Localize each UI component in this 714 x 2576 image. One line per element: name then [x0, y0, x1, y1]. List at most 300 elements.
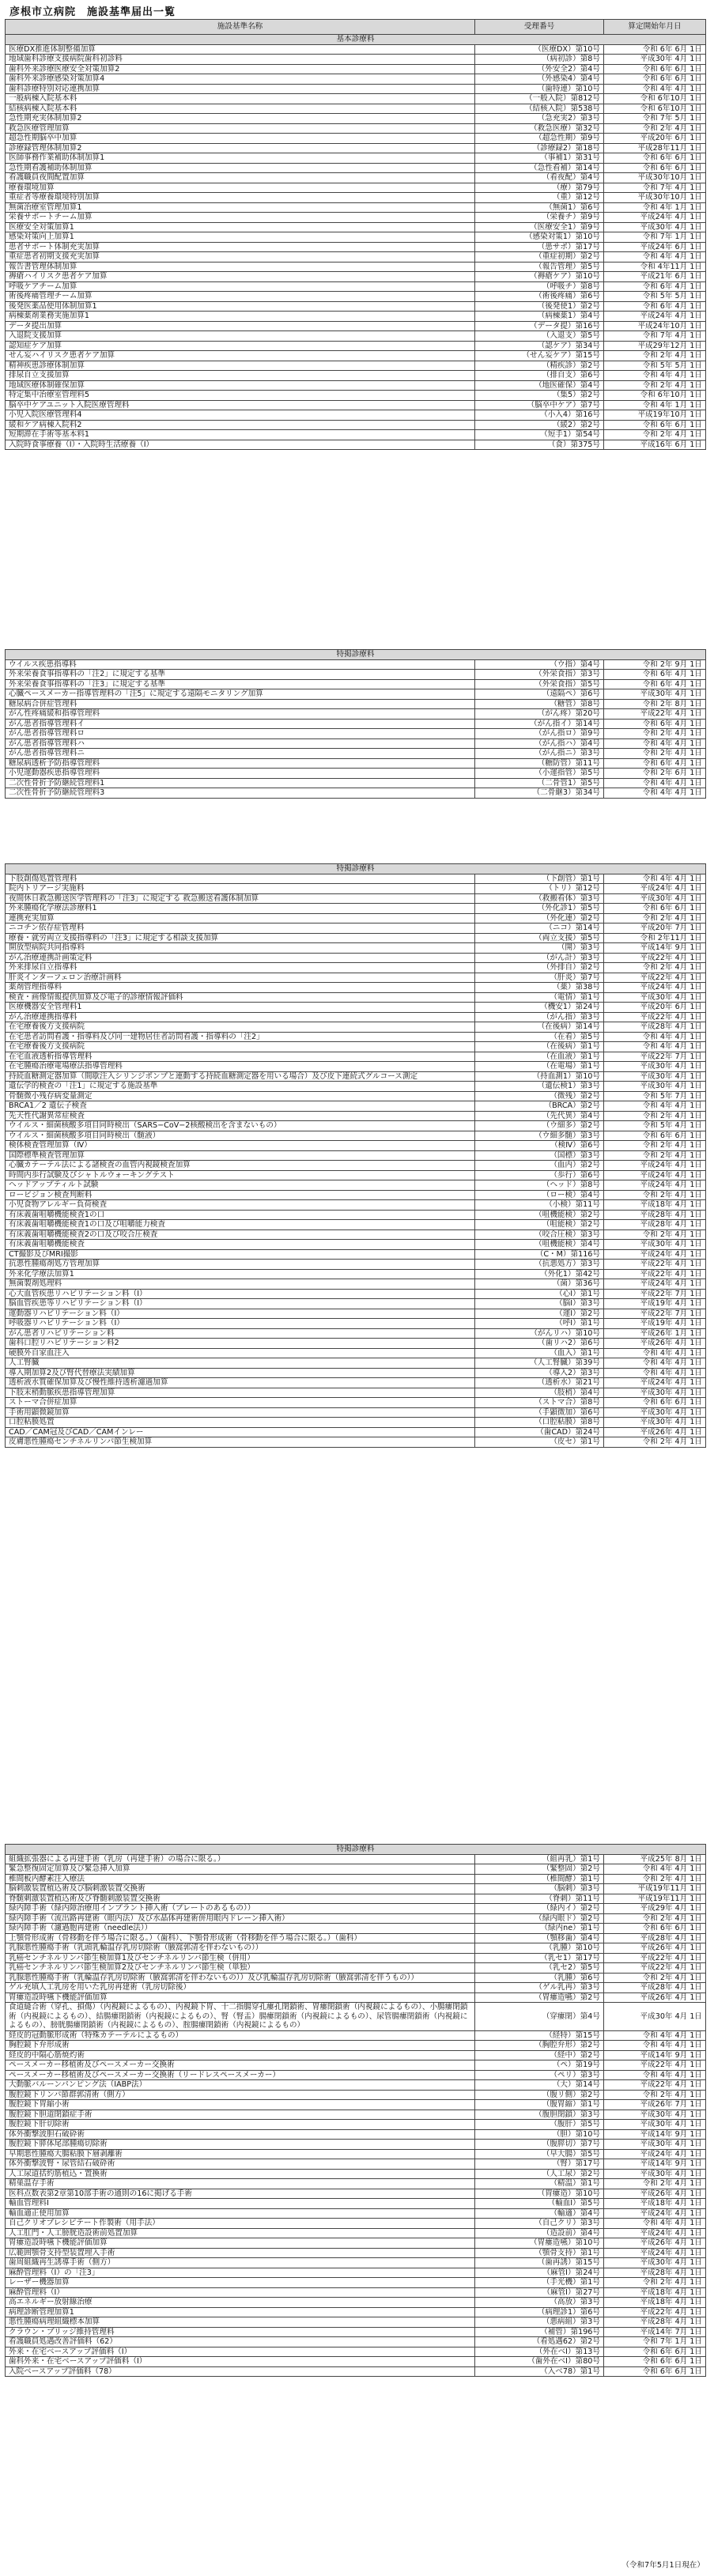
- start-date-cell: 平成14年 7月 1日: [604, 2327, 706, 2337]
- table-row: [6, 312, 706, 322]
- table-row: [6, 1378, 706, 1388]
- standard-name-cell: ヘッドアップティルト試験: [6, 1180, 475, 1191]
- start-date-cell: 令和 2年 4月 1日: [604, 1190, 706, 1200]
- receipt-number-cell: （透析水）第21号: [475, 1378, 604, 1388]
- standard-name-cell: 大動脈バルーンパンピング法（IABP法）: [6, 2080, 475, 2091]
- receipt-number-cell: （経中）第2号: [475, 2050, 604, 2060]
- standard-name-cell: 外来排尿自立指導料: [6, 963, 475, 973]
- start-date-cell: 令和 7年 4月 1日: [604, 331, 706, 342]
- start-date-cell: 令和 6年10月 1日: [604, 94, 706, 104]
- table-row: [6, 2080, 706, 2091]
- receipt-number-cell: （電情）第1号: [475, 992, 604, 1003]
- table-row: [6, 1180, 706, 1191]
- start-date-cell: 令和 6年 4月 1日: [604, 719, 706, 729]
- table-row: [6, 2307, 706, 2317]
- start-date-cell: 平成26年 4月 1日: [604, 2189, 706, 2199]
- standard-name-cell: 診療録管理体制加算2: [6, 143, 475, 153]
- standard-name-cell: 高エネルギー放射線治療: [6, 2298, 475, 2308]
- table-row: [6, 281, 706, 292]
- start-date-cell: 令和 2年 4月 1日: [604, 1973, 706, 1983]
- table-row: [6, 758, 706, 769]
- start-date-cell: 平成24年 4月 1日: [604, 2208, 706, 2219]
- standard-name-cell: 患者サポート体制充実加算: [6, 242, 475, 252]
- table-row: [6, 1289, 706, 1299]
- standard-name-cell: 早期悪性腫瘍大腸粘膜下層剥離術: [6, 2149, 475, 2159]
- table-row: [6, 2366, 706, 2377]
- table-row: [6, 1121, 706, 1131]
- receipt-number-cell: （C・M）第116号: [475, 1249, 604, 1260]
- start-date-cell: 令和 7年 4月 1日: [604, 183, 706, 193]
- table-row: [6, 699, 706, 709]
- section-body: [6, 864, 706, 1448]
- receipt-number-cell: （重）第12号: [475, 193, 604, 203]
- table-row: [6, 913, 706, 924]
- standard-name-cell: 緑内障手術（流出路再建術（眼内法）及び水晶体再建術併用眼内ドレーン挿入術）: [6, 1913, 475, 1924]
- table-row: [6, 173, 706, 183]
- start-date-cell: 令和 6年 4月 1日: [604, 281, 706, 292]
- receipt-number-cell: （歯再誘）第15号: [475, 2258, 604, 2268]
- standard-name-cell: 悪性腫瘍病理組織標本加算: [6, 2317, 475, 2328]
- start-date-cell: 令和 2年 4月 1日: [604, 1141, 706, 1151]
- receipt-number-cell: （微残）第2号: [475, 1091, 604, 1101]
- receipt-number-cell: （持血測1）第10号: [475, 1071, 604, 1082]
- standard-name-cell: レーザー機器加算: [6, 2278, 475, 2288]
- receipt-number-cell: （感染対策1）第10号: [475, 232, 604, 243]
- start-date-cell: 令和 4年 4月 1日: [604, 1348, 706, 1358]
- table-row: [6, 670, 706, 680]
- receipt-number-cell: （認ケア）第34号: [475, 341, 604, 351]
- table-row: [6, 2317, 706, 2328]
- receipt-number-cell: （腎）第17号: [475, 2159, 604, 2170]
- receipt-number-cell: （肢梢）第4号: [475, 1388, 604, 1398]
- receipt-number-cell: （椎間酵）第1号: [475, 1874, 604, 1884]
- standard-name-cell: がん性疼痛緩和指導管理料: [6, 709, 475, 720]
- standard-name-cell: 体外衝撃波腎・尿管結石破砕術: [6, 2159, 475, 2170]
- receipt-number-cell: （診療録2）第18号: [475, 143, 604, 153]
- start-date-cell: 平成24年 4月 1日: [604, 312, 706, 322]
- receipt-number-cell: （超急性期）第9号: [475, 134, 604, 144]
- standard-name-cell: 歯科外来・在宅ベースアップ評価料（Ⅰ）: [6, 2357, 475, 2367]
- section-body: [6, 35, 706, 450]
- receipt-number-cell: （短手1）第54号: [475, 430, 604, 440]
- receipt-number-cell: （がんリハ）第10号: [475, 1328, 604, 1339]
- table-row: [6, 1091, 706, 1101]
- receipt-number-cell: （ロー検）第4号: [475, 1190, 604, 1200]
- receipt-number-cell: （緑内ne）第1号: [475, 1924, 604, 1934]
- start-date-cell: 令和 5年 5月 1日: [604, 292, 706, 302]
- standard-name-cell: ストーマ合併症加算: [6, 1398, 475, 1408]
- receipt-number-cell: （両立支援）第5号: [475, 933, 604, 943]
- receipt-number-cell: （麻管Ⅰ）第27号: [475, 2287, 604, 2298]
- receipt-number-cell: （栄養チ）第9号: [475, 213, 604, 223]
- receipt-number-cell: （血内）第2号: [475, 1161, 604, 1171]
- receipt-number-cell: （外在ベⅠ）第13号: [475, 2347, 604, 2357]
- receipt-number-cell: （腹肝）第5号: [475, 2120, 604, 2130]
- start-date-cell: 令和 2年11月 1日: [604, 933, 706, 943]
- receipt-number-cell: （外栄食指）第3号: [475, 670, 604, 680]
- receipt-number-cell: （一般入院）第812号: [475, 94, 604, 104]
- receipt-number-cell: （地医確保）第4号: [475, 380, 604, 391]
- start-date-cell: 平成22年 7月 1日: [604, 1309, 706, 1319]
- standard-name-cell: 歯周組織再生誘導手術（側方）: [6, 2258, 475, 2268]
- receipt-number-cell: （データ提）第16号: [475, 321, 604, 331]
- table-row: [6, 351, 706, 361]
- receipt-number-cell: （脳Ⅰ）第3号: [475, 1299, 604, 1309]
- start-date-cell: 令和 6年 6月 1日: [604, 44, 706, 55]
- standard-name-cell: 歯科外来診療感染対策加算4: [6, 74, 475, 85]
- start-date-cell: 平成24年 4月 1日: [604, 1170, 706, 1180]
- table-row: [6, 430, 706, 440]
- standard-name-cell: 救急医療管理加算: [6, 123, 475, 134]
- table-row: [6, 2347, 706, 2357]
- receipt-number-cell: （排自支）第6号: [475, 371, 604, 381]
- table-row: [6, 232, 706, 243]
- start-date-cell: 令和 5年 5月 1日: [604, 361, 706, 371]
- table-row: [6, 1071, 706, 1082]
- table-row: [6, 1407, 706, 1418]
- table-row: [6, 1418, 706, 1428]
- table-row: [6, 1963, 706, 1974]
- receipt-number-cell: （急充実2）第3号: [475, 114, 604, 124]
- start-date-cell: 令和 6年 6月 1日: [604, 74, 706, 85]
- table-row: [6, 709, 706, 720]
- receipt-number-cell: （麻管Ⅰ）第24号: [475, 2268, 604, 2278]
- start-date-cell: 令和 2年 4月 1日: [604, 1111, 706, 1121]
- standard-name-cell: 無菌治療室管理加算1: [6, 202, 475, 213]
- standard-name-cell: 広範囲顎骨支持型装置埋入手術: [6, 2248, 475, 2258]
- standard-name-cell: 心大血管疾患リハビリテーション料（Ⅰ）: [6, 1289, 475, 1299]
- start-date-cell: 令和 4年 4月 1日: [604, 2030, 706, 2041]
- table-row: [6, 331, 706, 342]
- start-date-cell: 令和 5年 7月 1日: [604, 1091, 706, 1101]
- standard-name-cell: 医師事務作業補助体制加算1: [6, 153, 475, 164]
- receipt-number-cell: （術後疼痛）第6号: [475, 292, 604, 302]
- standard-name-cell: 小児運動器疾患指導管理料: [6, 769, 475, 779]
- receipt-number-cell: （がん指）第3号: [475, 1012, 604, 1022]
- standard-name-cell: 短期滞在手術等基本料1: [6, 430, 475, 440]
- standard-name-cell: 食道縫合術（穿孔、損傷）（内視鏡によるもの）、内視鏡下胃、十二指腸穿孔瘻孔閉鎖術、胃瘻閉鎖術（内視鏡によるもの）、小腸瘻閉鎖術（内視鏡によるもの）、結腸瘻閉鎖術（内視鏡によるもの）、腎（腎盂）腸瘻閉鎖術（内視鏡によるもの）、尿管腸瘻閉鎖術（内視鏡によるもの）、膀胱腸瘻閉鎖術（内視鏡によるもの）、腟腸瘻閉鎖術（内視鏡によるもの）: [6, 2003, 475, 2031]
- table-row: [6, 2327, 706, 2337]
- standard-name-cell: 看護職員夜間配置加算: [6, 173, 475, 183]
- receipt-number-cell: （検Ⅳ）第6号: [475, 1141, 604, 1151]
- receipt-number-cell: （患サポ）第17号: [475, 242, 604, 252]
- table-row: [6, 64, 706, 74]
- start-date-cell: 平成22年 4月 1日: [604, 1963, 706, 1974]
- start-date-cell: 令和 4年 4月 1日: [604, 778, 706, 788]
- start-date-cell: 令和 4年 4月 1日: [604, 1101, 706, 1112]
- standard-name-cell: 外来腫瘍化学療法診療料1: [6, 904, 475, 914]
- receipt-number-cell: （遺伝検1）第3号: [475, 1082, 604, 1092]
- start-date-cell: 平成22年 4月 1日: [604, 1269, 706, 1279]
- table-row: [6, 1427, 706, 1437]
- table-row: [6, 1388, 706, 1398]
- table-row: [6, 2169, 706, 2179]
- table-row: [6, 153, 706, 164]
- receipt-number-cell: （下創管）第1号: [475, 874, 604, 884]
- standard-name-cell: 検体検査管理加算（Ⅳ）: [6, 1141, 475, 1151]
- start-date-cell: 平成28年 4月 1日: [604, 2317, 706, 2328]
- receipt-number-cell: （救搬看体）第3号: [475, 893, 604, 904]
- standard-name-cell: 腹腔鏡下胆道閉鎖症手術: [6, 2110, 475, 2120]
- receipt-number-cell: （緑内眼ド）第2号: [475, 1913, 604, 1924]
- receipt-number-cell: （運Ⅰ）第2号: [475, 1309, 604, 1319]
- standard-name-cell: 医科点数表第2章第10部手術の通則の16に掲げる手術: [6, 2189, 475, 2199]
- table-row: [6, 1220, 706, 1230]
- start-date-cell: 令和 6年 6月 1日: [604, 904, 706, 914]
- receipt-number-cell: （導入2）第3号: [475, 1368, 604, 1378]
- receipt-number-cell: （在電場）第1号: [475, 1062, 604, 1072]
- table-row: [6, 272, 706, 282]
- table-row: [6, 1229, 706, 1240]
- start-date-cell: 令和 4年 4月 1日: [604, 738, 706, 749]
- start-date-cell: 令和 4年 4月 1日: [604, 788, 706, 799]
- receipt-number-cell: （がん計）第3号: [475, 953, 604, 963]
- section-label: 特掲診療料: [6, 864, 706, 874]
- start-date-cell: 令和 6年 4月 1日: [604, 758, 706, 769]
- standard-name-cell: 外来栄養食事指導料の「注2」に規定する基準: [6, 670, 475, 680]
- start-date-cell: 平成30年 4月 1日: [604, 1240, 706, 1250]
- standard-name-cell: 入退院支援加算: [6, 331, 475, 342]
- start-date-cell: 平成30年 4月 1日: [604, 55, 706, 65]
- receipt-number-cell: （脊刺）第11号: [475, 1894, 604, 1904]
- standard-name-cell: 脳刺激装置植込術及び脳刺激装置交換術: [6, 1884, 475, 1894]
- start-date-cell: 平成26年 4月 1日: [604, 1943, 706, 1954]
- receipt-number-cell: （報告管理）第5号: [475, 262, 604, 272]
- receipt-number-cell: （せん妄ケア）第15号: [475, 351, 604, 361]
- receipt-number-cell: （病初診）第8号: [475, 55, 604, 65]
- start-date-cell: 平成30年 4月 1日: [604, 1388, 706, 1398]
- start-date-cell: 令和 4年 4月 1日: [604, 1032, 706, 1042]
- facility-standards-table-special-1: [5, 649, 706, 799]
- table-row: [6, 1358, 706, 1369]
- start-date-cell: 平成28年 4月 1日: [604, 1983, 706, 1993]
- standard-name-cell: 心臓カテーテル法による諸検査の血管内視鏡検査加算: [6, 1161, 475, 1171]
- standard-name-cell: 胃瘻造設時嚥下機能評価加算: [6, 2238, 475, 2249]
- table-row: [6, 2287, 706, 2298]
- standard-name-cell: 療養環境加算: [6, 183, 475, 193]
- table-row: [6, 252, 706, 263]
- table-row: [6, 1279, 706, 1290]
- standard-name-cell: ウイルス・細菌核酸多項目同時検出（髄液）: [6, 1131, 475, 1141]
- start-date-cell: 平成30年 4月 1日: [604, 1071, 706, 1082]
- standard-name-cell: 小児食物アレルギー負荷検査: [6, 1200, 475, 1211]
- start-date-cell: 令和 6年 6月 1日: [604, 2366, 706, 2377]
- start-date-cell: 平成24年 4月 1日: [604, 1378, 706, 1388]
- table-row: [6, 301, 706, 312]
- start-date-cell: 平成24年 4月 1日: [604, 1180, 706, 1191]
- table-row: [6, 884, 706, 894]
- receipt-number-cell: （菌）第36号: [475, 1279, 604, 1290]
- standard-name-cell: 医療安全対策加算1: [6, 222, 475, 232]
- table-row: [6, 1368, 706, 1378]
- table-row: [6, 2050, 706, 2060]
- standard-name-cell: 持続血糖測定器加算（間歇注入シリンジポンプと連動する持続血糖測定器を用いる場合）及び皮下連続式グルコース測定: [6, 1071, 475, 1082]
- receipt-number-cell: （急性看補）第14号: [475, 163, 604, 173]
- receipt-number-cell: （褥瘡ケア）第10号: [475, 272, 604, 282]
- standard-name-cell: 硬膜外自家血注入: [6, 1348, 475, 1358]
- standard-name-cell: 人工尿道括約筋植込・置換術: [6, 2169, 475, 2179]
- section-body: [6, 650, 706, 799]
- start-date-cell: 平成19年 4月 1日: [604, 1319, 706, 1329]
- section-header-row: [6, 650, 706, 660]
- table-row: [6, 2248, 706, 2258]
- start-date-cell: 令和 4年 4月 1日: [604, 1042, 706, 1052]
- standard-name-cell: ペースメーカー移植術及びペースメーカー交換術（リードレスペースメーカー）: [6, 2070, 475, 2080]
- standard-name-cell: 時間内歩行試験及びシャトルウォーキングテスト: [6, 1170, 475, 1180]
- start-date-cell: 令和 4年 4月 1日: [604, 874, 706, 884]
- table-row: [6, 2337, 706, 2347]
- table-row: [6, 1953, 706, 1963]
- table-row: [6, 134, 706, 144]
- table-row: [6, 973, 706, 983]
- start-date-cell: 平成20年 6月 1日: [604, 1003, 706, 1013]
- receipt-number-cell: （ウ指）第4号: [475, 659, 604, 670]
- table-row: [6, 2238, 706, 2249]
- receipt-number-cell: （がん指ニ）第3号: [475, 749, 604, 759]
- standard-name-cell: 椎間板内酵素注入療法: [6, 1874, 475, 1884]
- standard-name-cell: 下肢末梢動脈疾患指導管理加算: [6, 1388, 475, 1398]
- standard-name-cell: 心臓ペースメーカー指導管理料の「注5」に規定する遠隔モニタリング加算: [6, 689, 475, 700]
- table-row: [6, 2110, 706, 2120]
- start-date-cell: 平成26年 4月 1日: [604, 1992, 706, 2003]
- table-row: [6, 1933, 706, 1943]
- receipt-number-cell: （造設前）第4号: [475, 2228, 604, 2238]
- start-date-cell: 令和 6年 6月 1日: [604, 1131, 706, 1141]
- standard-name-cell: 重症患者初期支援充実加算: [6, 252, 475, 263]
- start-date-cell: 令和 2年 4月 1日: [604, 351, 706, 361]
- receipt-number-cell: （医療DX）第10号: [475, 44, 604, 55]
- table-row: [6, 222, 706, 232]
- table-row: [6, 1210, 706, 1220]
- table-row: [6, 1874, 706, 1884]
- start-date-cell: 平成30年 4月 1日: [604, 1418, 706, 1428]
- table-row: [6, 380, 706, 391]
- standard-name-cell: BRCA1／2 遺伝子検査: [6, 1101, 475, 1112]
- table-row: [6, 2208, 706, 2219]
- standard-name-cell: 乳癌センチネルリンパ節生検加算2及びセンチネルリンパ節生検（単独）: [6, 1963, 475, 1974]
- start-date-cell: 平成26年 4月 1日: [604, 2238, 706, 2249]
- receipt-number-cell: （糖管）第8号: [475, 699, 604, 709]
- standard-name-cell: 腹腔鏡下膵体尾部腫瘍切除術: [6, 2140, 475, 2150]
- start-date-cell: 令和 4年 4月 1日: [604, 1358, 706, 1369]
- start-date-cell: 平成28年11月 1日: [604, 143, 706, 153]
- standard-name-cell: 精神疾患診療体制加算: [6, 361, 475, 371]
- table-row: [6, 2278, 706, 2288]
- table-row: [6, 1864, 706, 1875]
- start-date-cell: 平成30年 4月 1日: [604, 2120, 706, 2130]
- start-date-cell: 令和 2年 4月 1日: [604, 749, 706, 759]
- table-row: [6, 440, 706, 450]
- standard-name-cell: 外来化学療法加算1: [6, 1269, 475, 1279]
- standard-name-cell: がん治療連携計画策定料: [6, 953, 475, 963]
- receipt-number-cell: （顎移歯）第4号: [475, 1933, 604, 1943]
- start-date-cell: 平成26年 7月 1日: [604, 2100, 706, 2110]
- standard-name-cell: 透析液水質確保加算及び慢性維持透析濾過加算: [6, 1378, 475, 1388]
- table-row: [6, 1003, 706, 1013]
- receipt-number-cell: （がん指イ）第14号: [475, 719, 604, 729]
- standard-name-cell: 上顎骨形成術（骨移動を伴う場合に限る。）（歯科）、下顎骨形成術（骨移動を伴う場合に限る。）（歯科）: [6, 1933, 475, 1943]
- receipt-number-cell: （歯CAD）第24号: [475, 1427, 604, 1437]
- table-row: [6, 74, 706, 85]
- standard-name-cell: 遺伝学的検査の「注1」に規定する施設基準: [6, 1082, 475, 1092]
- header-standard-name: 施設基準名称: [6, 20, 475, 35]
- receipt-number-cell: （悪病組）第3号: [475, 2317, 604, 2328]
- start-date-cell: 令和 6年 6月 1日: [604, 163, 706, 173]
- receipt-number-cell: （人工尿）第2号: [475, 2169, 604, 2179]
- start-date-cell: 平成18年 4月 1日: [604, 2298, 706, 2308]
- receipt-number-cell: （がん指ロ）第9号: [475, 729, 604, 739]
- standard-name-cell: 看護職員処遇改善評価料（62）: [6, 2337, 475, 2347]
- table-row: [6, 2140, 706, 2150]
- standard-name-cell: 緑内障手術（緑内障治療用インプラント挿入術（プレートのあるもの））: [6, 1904, 475, 1914]
- receipt-number-cell: （先代異）第4号: [475, 1111, 604, 1121]
- table-row: [6, 788, 706, 799]
- start-date-cell: 令和 4年 4月 1日: [604, 2219, 706, 2229]
- standard-name-cell: 歯科診療特別対応連携加算: [6, 84, 475, 94]
- start-date-cell: 平成16年 6月 1日: [604, 440, 706, 450]
- table-row: [6, 738, 706, 749]
- table-row: [6, 1894, 706, 1904]
- receipt-number-cell: （呼Ⅰ）第1号: [475, 1319, 604, 1329]
- standard-name-cell: 二次性骨折予防継続管理料3: [6, 788, 475, 799]
- start-date-cell: 平成30年 4月 1日: [604, 1062, 706, 1072]
- receipt-number-cell: （手光機）第1号: [475, 2278, 604, 2288]
- standard-name-cell: 有床義歯咀嚼機能検査1の口: [6, 1210, 475, 1220]
- receipt-number-cell: （外感染4）第4号: [475, 74, 604, 85]
- standard-name-cell: 骨髄微小残存病変量測定: [6, 1091, 475, 1101]
- table-row: [6, 1190, 706, 1200]
- start-date-cell: 平成30年 4月 1日: [604, 689, 706, 700]
- start-date-cell: 平成28年 4月 1日: [604, 1220, 706, 1230]
- standard-name-cell: 二次性骨折予防継続管理料1: [6, 778, 475, 788]
- receipt-number-cell: （外化診1）第5号: [475, 904, 604, 914]
- standard-name-cell: ゲル充填人工乳房を用いた乳房再建術（乳房切除後）: [6, 1983, 475, 1993]
- receipt-number-cell: （医療安全1）第9号: [475, 222, 604, 232]
- table-row: [6, 904, 706, 914]
- standard-name-cell: 口腔粘膜処置: [6, 1418, 475, 1428]
- receipt-number-cell: （集5）第2号: [475, 391, 604, 401]
- table-row: [6, 2219, 706, 2229]
- receipt-number-cell: （腹胃縮）第1号: [475, 2100, 604, 2110]
- as-of-date-note: （令和7年5月1日現在）: [621, 2561, 705, 2570]
- start-date-cell: 平成14年 9月 1日: [604, 2159, 706, 2170]
- receipt-number-cell: （自己クリ）第3号: [475, 2219, 604, 2229]
- start-date-cell: 令和 4年 4月 1日: [604, 84, 706, 94]
- receipt-number-cell: （補管）第196号: [475, 2327, 604, 2337]
- table-row: [6, 1249, 706, 1260]
- table-row: [6, 729, 706, 739]
- start-date-cell: 令和 4年 1月 1日: [604, 202, 706, 213]
- start-date-cell: 平成20年 6月 1日: [604, 134, 706, 144]
- receipt-number-cell: （外化1）第42号: [475, 1269, 604, 1279]
- table-row: [6, 2100, 706, 2110]
- standard-name-cell: 乳腺悪性腫瘍手術（乳輪温存乳房切除術（腋窩郭清を伴わないもの））及び乳輪温存乳房切除術（腋窩郭清を伴うもの））: [6, 1973, 475, 1983]
- facility-standards-table-special-2: [5, 863, 706, 1448]
- standard-name-cell: 薬剤管理指導料: [6, 983, 475, 993]
- table-row: [6, 391, 706, 401]
- start-date-cell: 平成28年 4月 1日: [604, 1022, 706, 1033]
- table-row: [6, 1101, 706, 1112]
- standard-name-cell: 肝炎インターフェロン治療計画料: [6, 973, 475, 983]
- table-row: [6, 1082, 706, 1092]
- start-date-cell: 平成26年 1月 1日: [604, 1328, 706, 1339]
- start-date-cell: 令和 6年 6月 1日: [604, 420, 706, 430]
- start-date-cell: 平成19年 4月 1日: [604, 1299, 706, 1309]
- start-date-cell: 令和 6年 6月 1日: [604, 1924, 706, 1934]
- table-row: [6, 94, 706, 104]
- standard-name-cell: 腹腔鏡下胃縮小術: [6, 2100, 475, 2110]
- receipt-number-cell: （歯外在ベⅠ）第80号: [475, 2357, 604, 2367]
